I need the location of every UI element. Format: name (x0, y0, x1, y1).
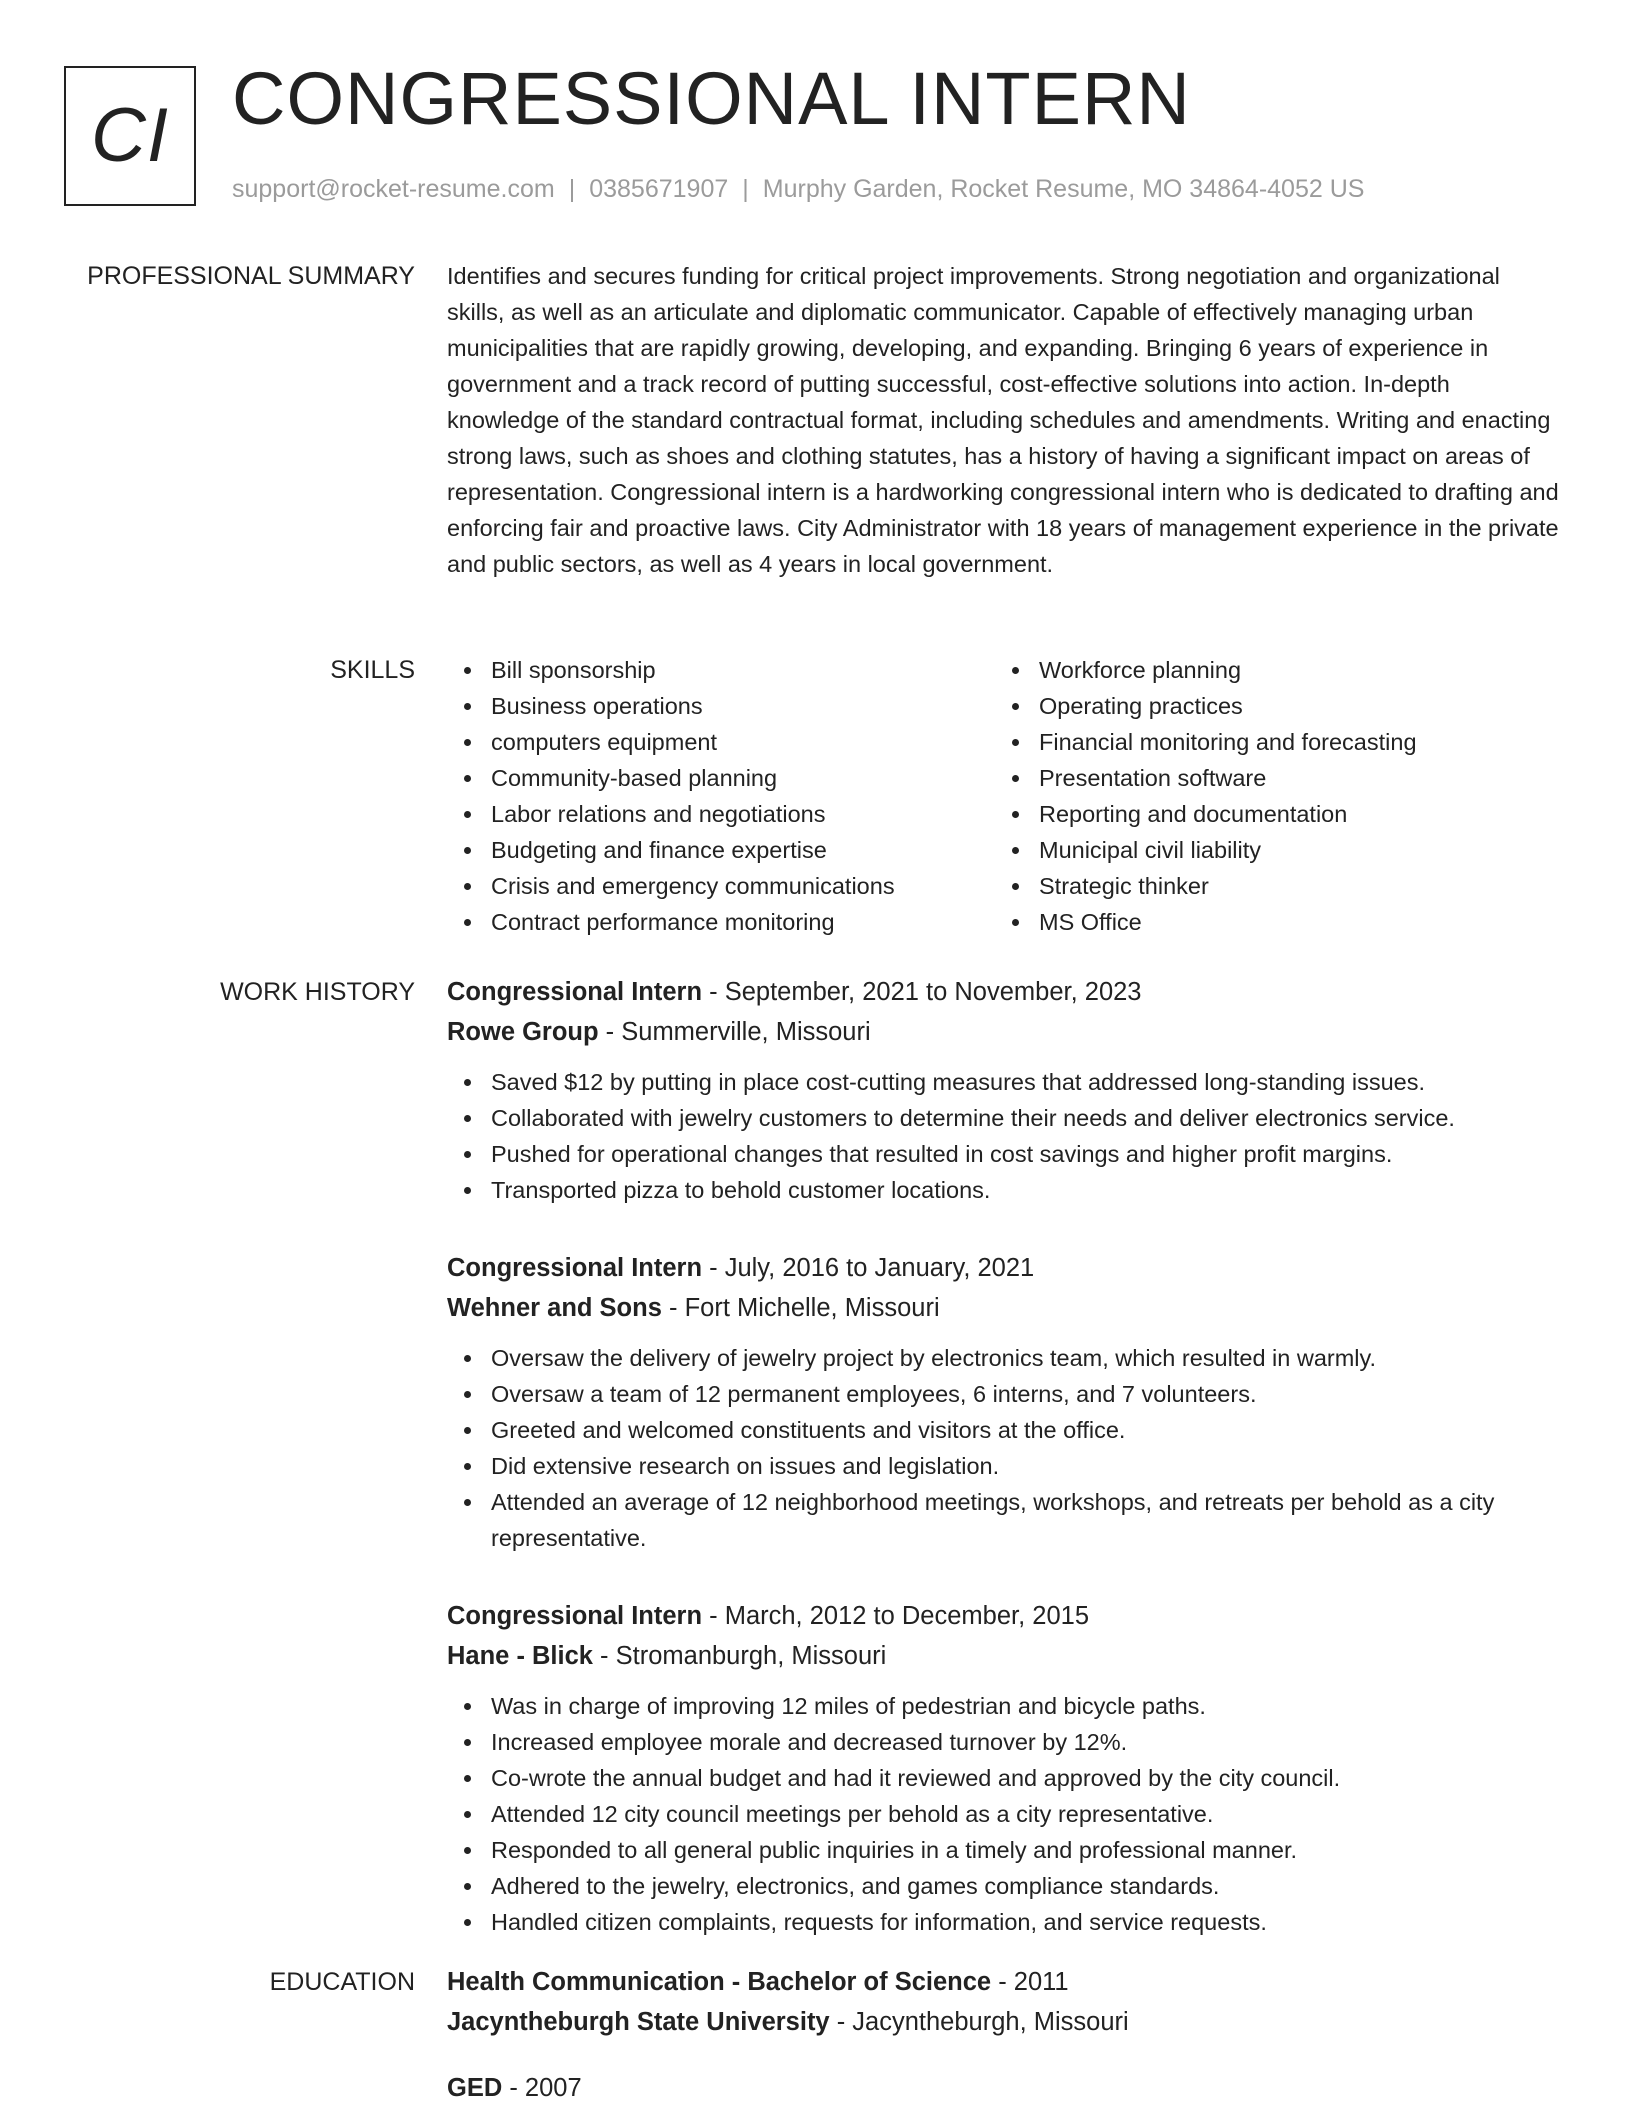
job-location: - Stromanburgh, Missouri (592, 1642, 887, 1670)
summary-title: PROFESSIONAL SUMMARY (87, 262, 415, 290)
job-entry (447, 1596, 1562, 1940)
education-title: EDUCATION (269, 1968, 415, 1996)
job-role: Congressional Intern (447, 1602, 703, 1630)
job-bullet: Co-wrote the annual budget and had it reviewed and approved by the city council. (447, 1760, 1562, 1796)
contact-address: Murphy Garden, Rocket Resume, MO 34864-4052 US (762, 175, 1365, 203)
job-bullet: Responded to all general public inquiries in a timely and professional manner. (447, 1832, 1562, 1868)
summary-text: Identifies and secures funding for critical project improvements. Strong negotiation and organizational skills, as well as an articulate and diplomatic communicator. Capable of effectively managing urban municipalities that are rapidly growing, developing, and expanding. Bringing 6 years of experience in government and a track record of putting successful, cost-effective solutions into action. In-depth knowledge of the standard contractual format, including schedules and amendments. Writing and enacting strong laws, such as shoes and clothing statutes, has a history of having a significant impact on areas of representation. Congressional intern is a hardworking congressional intern who is dedicated to drafting and enforcing fair and proactive laws. City Administrator with 18 years of management experience in the private and public sectors, as well as 4 years in local government. (447, 263, 1559, 577)
skills-body (447, 652, 1562, 940)
job-role: Congressional Intern (447, 978, 703, 1006)
skill-item: Operating practices (995, 688, 1555, 724)
summary-body (447, 258, 1562, 582)
education-year: - 2007 (502, 2074, 582, 2102)
skill-item: Presentation software (995, 760, 1555, 796)
resume-name: CONGRESSIONAL INTERN (232, 57, 1191, 140)
skill-item: Reporting and documentation (995, 796, 1555, 832)
skill-item: Business operations (447, 688, 995, 724)
contact-separator: | (742, 175, 749, 203)
work-body (447, 972, 1562, 1940)
contact-email[interactable]: support@rocket-resume.com (232, 175, 555, 203)
job-bullet-list (447, 1340, 1562, 1556)
skill-item: Budgeting and finance expertise (447, 832, 995, 868)
contact-line (232, 174, 1364, 204)
skill-item: computers equipment (447, 724, 995, 760)
monogram-initials: CI (91, 93, 169, 178)
job-bullet: Increased employee morale and decreased turnover by 12%. (447, 1724, 1562, 1760)
skills-title: SKILLS (330, 656, 415, 684)
job-entry (447, 972, 1562, 1208)
education-degree: Health Communication - Bachelor of Science (447, 1968, 992, 1996)
job-dates: - July, 2016 to January, 2021 (702, 1254, 1035, 1282)
job-bullet: Was in charge of improving 12 miles of pedestrian and bicycle paths. (447, 1688, 1562, 1724)
job-location: - Summerville, Missouri (598, 1018, 871, 1046)
job-entry (447, 1248, 1562, 1556)
job-bullet: Greeted and welcomed constituents and visitors at the office. (447, 1412, 1562, 1448)
skill-item: MS Office (995, 904, 1555, 940)
job-bullet: Saved $12 by putting in place cost-cutting measures that addressed long-standing issues. (447, 1064, 1562, 1100)
job-bullet: Collaborated with jewelry customers to determine their needs and deliver electronics service. (447, 1100, 1562, 1136)
job-dates: - March, 2012 to December, 2015 (702, 1602, 1090, 1630)
job-bullet: Did extensive research on issues and legislation. (447, 1448, 1562, 1484)
job-bullet: Oversaw a team of 12 permanent employees, 6 interns, and 7 volunteers. (447, 1376, 1562, 1412)
monogram-box (64, 66, 196, 206)
education-entry (447, 2068, 1562, 2108)
job-company: Rowe Group (447, 1018, 599, 1046)
skills-column-left (447, 652, 995, 940)
job-bullet: Attended an average of 12 neighborhood meetings, workshops, and retreats per behold as a city representative. (447, 1484, 1562, 1556)
education-degree-line (447, 1962, 1562, 2002)
job-title-line (447, 972, 1562, 1012)
job-dates: - September, 2021 to November, 2023 (702, 978, 1142, 1006)
job-bullet-list (447, 1064, 1562, 1208)
skill-item: Strategic thinker (995, 868, 1555, 904)
job-bullet: Handled citizen complaints, requests for information, and service requests. (447, 1904, 1562, 1940)
skill-item: Contract performance monitoring (447, 904, 995, 940)
education-school: Jacyntheburgh State University (447, 2008, 830, 2036)
job-company-line (447, 1288, 1562, 1328)
job-bullet: Attended 12 city council meetings per behold as a city representative. (447, 1796, 1562, 1832)
contact-separator: | (568, 175, 576, 203)
contact-phone[interactable]: 0385671907 (589, 175, 729, 203)
skill-item: Financial monitoring and forecasting (995, 724, 1555, 760)
job-bullet: Oversaw the delivery of jewelry project by electronics team, which resulted in warmly. (447, 1340, 1562, 1376)
education-school-line (447, 2002, 1562, 2042)
skill-item: Municipal civil liability (995, 832, 1555, 868)
job-title-line (447, 1596, 1562, 1636)
job-role: Congressional Intern (447, 1254, 703, 1282)
skill-item: Community-based planning (447, 760, 995, 796)
job-bullet: Adhered to the jewelry, electronics, and games compliance standards. (447, 1868, 1562, 1904)
job-bullet: Pushed for operational changes that resulted in cost savings and higher profit margins. (447, 1136, 1562, 1172)
work-title: WORK HISTORY (220, 978, 415, 1006)
education-entry (447, 1962, 1562, 2042)
job-title-line (447, 1248, 1562, 1288)
job-company-line (447, 1012, 1562, 1052)
education-degree-line (447, 2068, 1562, 2108)
job-company: Hane - Blick (447, 1642, 593, 1670)
job-bullet-list (447, 1688, 1562, 1940)
skills-column-right (995, 652, 1555, 940)
job-bullet: Transported pizza to behold customer locations. (447, 1172, 1562, 1208)
education-body (447, 1962, 1562, 2108)
job-company: Wehner and Sons (447, 1294, 662, 1322)
education-degree: GED (447, 2074, 503, 2102)
skill-item: Workforce planning (995, 652, 1555, 688)
education-year: - 2011 (991, 1968, 1069, 1996)
skill-item: Labor relations and negotiations (447, 796, 995, 832)
job-location: - Fort Michelle, Missouri (661, 1294, 940, 1322)
skill-item: Crisis and emergency communications (447, 868, 995, 904)
job-company-line (447, 1636, 1562, 1676)
education-location: - Jacyntheburgh, Missouri (829, 2008, 1129, 2036)
skill-item: Bill sponsorship (447, 652, 995, 688)
